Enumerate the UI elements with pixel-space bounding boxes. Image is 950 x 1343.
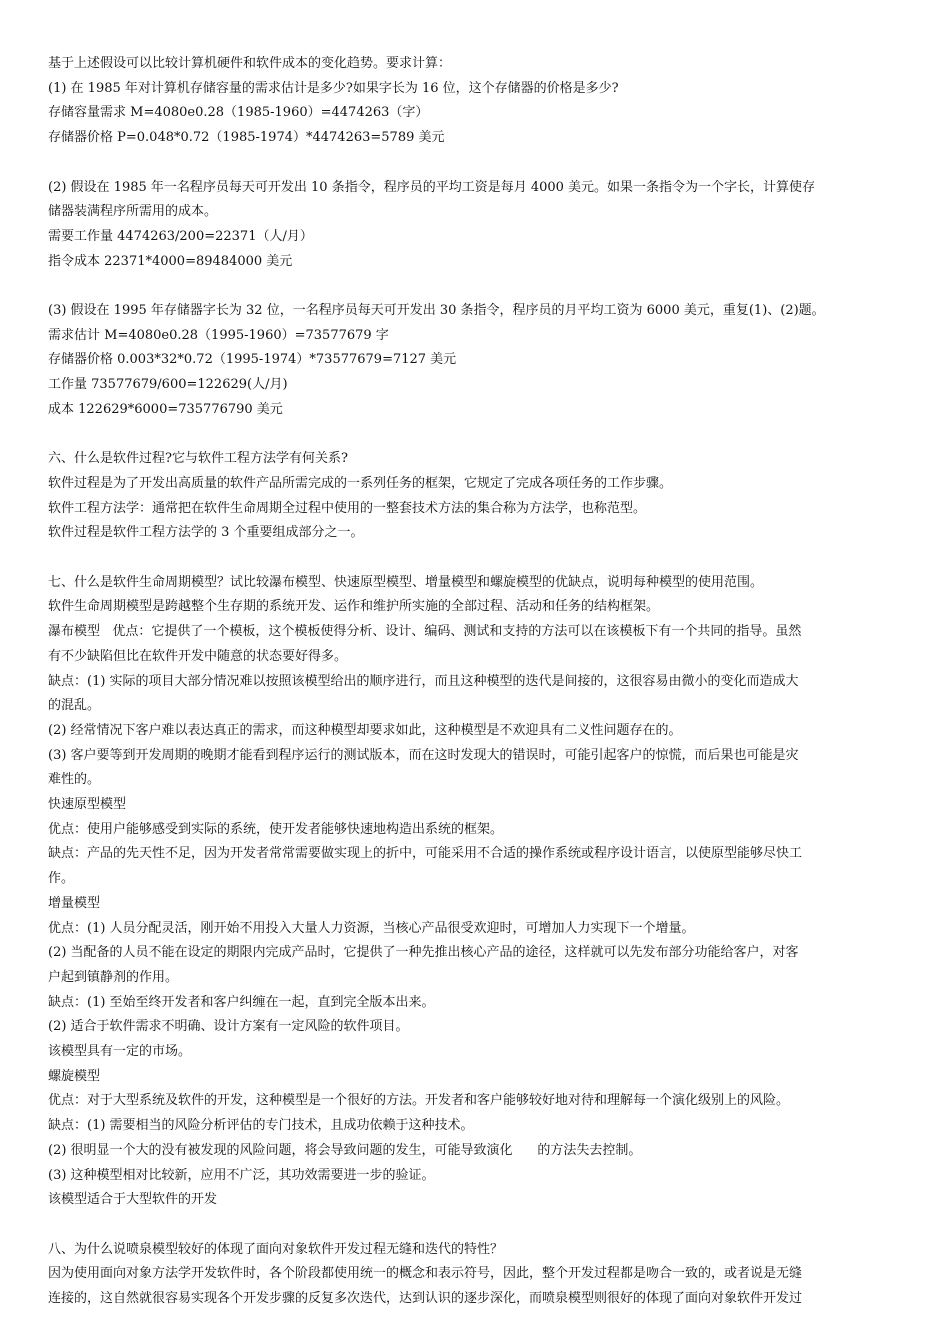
text-line: (3) 客户要等到开发周期的晚期才能看到程序运行的测试版本，而在这时发现大的错误时，可能引起客户的惊慌，而后果也可能是灾: [48, 747, 799, 763]
text-line: 螺旋模型: [48, 1068, 101, 1084]
text-line: 因为使用面向对象方法学开发软件时，各个阶段都使用统一的概念和表示符号，因此，整个开发过程都是吻合一致的，或者说是无缝: [48, 1266, 803, 1282]
text-line: 七、什么是软件生命周期模型？试比较瀑布模型、快速原型模型、增量模型和螺旋模型的优缺点，说明每种模型的使用范围。: [48, 574, 764, 590]
text-line: 优点：(1) 人员分配灵活，刚开始不用投入大量人力资源，当核心产品很受欢迎时，可增加人力实现下一个增量。: [48, 920, 695, 936]
text-line: 该模型具有一定的市场。: [48, 1044, 192, 1060]
document-page: [48, 52, 888, 1312]
text-line: 户起到镇静剂的作用。: [48, 969, 179, 985]
text-line: 工作量 73577679/600=122629(人/月): [48, 377, 288, 393]
text-line: 有不少缺陷但比在软件开发中随意的状态要好得多。: [48, 648, 348, 664]
blank-line: [48, 546, 888, 571]
text-line: 指令成本 22371*4000=89484000 美元: [48, 253, 293, 269]
text-line: 连接的，这自然就很容易实现各个开发步骤的反复多次迭代，达到认识的逐步深化，而喷泉模型则很好的体现了面向对象软件开发过: [48, 1291, 803, 1307]
text-line: 该模型适合于大型软件的开发: [48, 1192, 218, 1208]
blank-line: [48, 423, 888, 448]
text-line: 缺点：(1) 实际的项目大部分情况难以按照该模型给出的顺序进行，而且这种模型的迭代是间接的，这很容易由微小的变化而造成大: [48, 673, 799, 689]
text-line: (2) 很明显一个大的没有被发现的风险问题，将会导致问题的发生，可能导致演化 的方法失去控制。: [48, 1142, 642, 1158]
text-line: 存储器价格 0.003*32*0.72（1995-1974）*73577679=7127 美元: [48, 352, 457, 368]
text-line: 增量模型: [48, 895, 101, 911]
blank-line: [48, 1213, 888, 1238]
text-line: 软件过程是为了开发出高质量的软件产品所需完成的一系列任务的框架，它规定了完成各项任务的工作步骤。: [48, 475, 673, 491]
text-line: (2) 当配备的人员不能在设定的期限内完成产品时，它提供了一种先推出核心产品的途径，这样就可以先发布部分功能给客户，对客: [48, 945, 799, 961]
text-line: (2) 经常情况下客户难以表达真正的需求，而这种模型却要求如此，这种模型是不欢迎具有二义性问题存在的。: [48, 722, 682, 738]
text-line: 六、什么是软件过程?它与软件工程方法学有何关系?: [48, 451, 348, 467]
text-line: 缺点：产品的先天性不足，因为开发者常常需要做实现上的折中，可能采用不合适的操作系统或程序设计语言，以使原型能够尽快工: [48, 846, 803, 862]
text-line: 缺点：(1) 需要相当的风险分析评估的专门技术，且成功依赖于这种技术。: [48, 1118, 474, 1134]
text-line: 难性的。: [48, 772, 101, 788]
text-line: 作。: [48, 871, 75, 887]
text-line: 存储器价格 P=0.048*0.72（1985-1974）*4474263=5789 美元: [48, 130, 445, 146]
text-line: 需求估计 M=4080e0.28（1995-1960）=73577679 字: [48, 327, 389, 343]
blank-line: [48, 274, 888, 299]
text-line: 存储容量需求 M=4080e0.28（1985-1960）=4474263（字）: [48, 105, 429, 121]
text-line: 储器装满程序所需用的成本。: [48, 204, 218, 220]
text-line: 瀑布模型 优点：它提供了一个模板，这个模板使得分析、设计、编码、测试和支持的方法可以在该模板下有一个共同的指导。虽然: [48, 624, 802, 640]
text-line: 缺点：(1) 至始至终开发者和客户纠缠在一起，直到完全版本出来。: [48, 994, 435, 1010]
text-line: 八、为什么说喷泉模型较好的体现了面向对象软件开发过程无缝和迭代的特性？: [48, 1241, 504, 1257]
text-line: (1) 在 1985 年对计算机存储容量的需求估计是多少?如果字长为 16 位，这个存储器的价格是多少?: [48, 80, 619, 96]
text-line: 需要工作量 4474263/200=22371（人/月）: [48, 228, 313, 244]
text-line: 软件生命周期模型是跨越整个生存期的系统开发、运作和维护所实施的全部过程、活动和任务的结构框架。: [48, 599, 660, 615]
text-line: 优点：使用户能够感受到实际的系统，使开发者能够快速地构造出系统的框架。: [48, 821, 504, 837]
text-line: 快速原型模型: [48, 797, 127, 813]
text-line: (2) 假设在 1985 年一名程序员每天可开发出 10 条指令，程序员的平均工资是每月 4000 美元。如果一条指令为一个字长，计算使存: [48, 179, 816, 195]
text-line: (3) 这种模型相对比较新，应用不广泛，其功效需要进一步的验证。: [48, 1167, 435, 1183]
text-line: 成本 122629*6000=735776790 美元: [48, 401, 283, 417]
text-line: 的混乱。: [48, 698, 101, 714]
text-line: (3) 假设在 1995 年存储器字长为 32 位，一名程序员每天可开发出 30 条指令，程序员的月平均工资为 6000 美元，重复(1)、(2)题。: [48, 303, 825, 318]
text-line: 软件过程是软件工程方法学的 3 个重要组成部分之一。: [48, 525, 364, 541]
text-line: 优点：对于大型系统及软件的开发，这种模型是一个很好的方法。开发者和客户能够较好地对待和理解每一个演化级别上的风险。: [48, 1093, 790, 1109]
text-line: 软件工程方法学：通常把在软件生命周期全过程中使用的一整套技术方法的集合称为方法学，也称范型。: [48, 500, 647, 516]
text-line: 基于上述假设可以比较计算机硬件和软件成本的变化趋势。要求计算：: [48, 56, 452, 71]
blank-line: [48, 151, 888, 176]
text-line: (2) 适合于软件需求不明确、设计方案有一定风险的软件项目。: [48, 1019, 409, 1035]
